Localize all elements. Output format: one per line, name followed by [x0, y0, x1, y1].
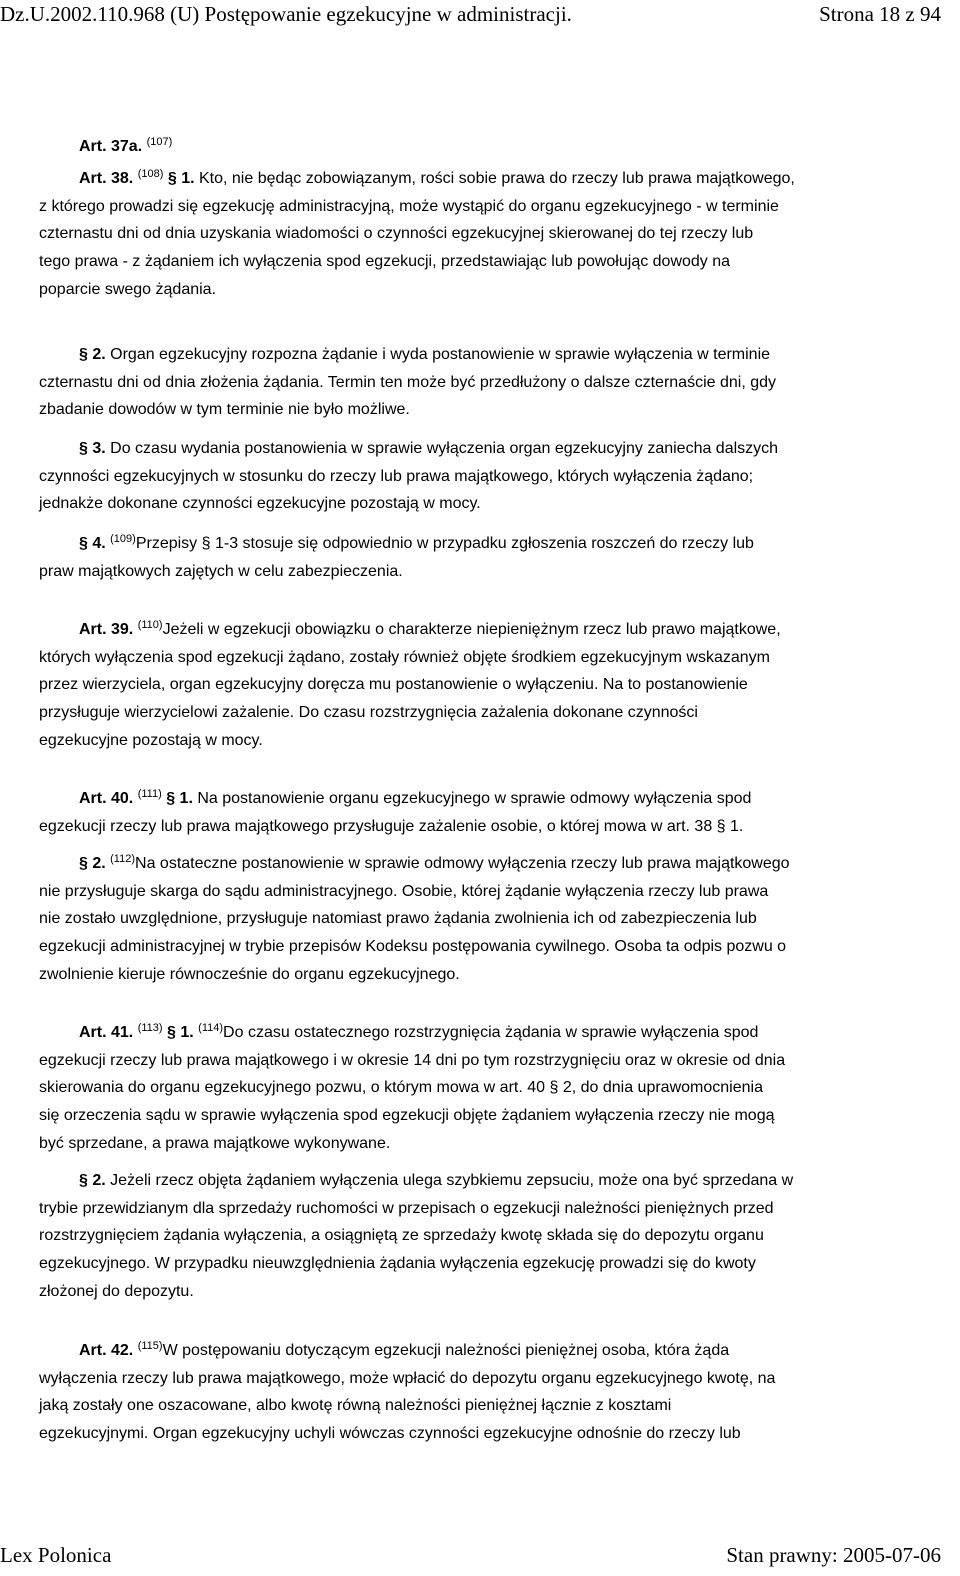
paragraph-number: § 1.	[166, 790, 193, 807]
paragraph-number: § 4.	[79, 535, 106, 552]
text-line: czternastu dni od dnia uzyskania wiadomości o czynności egzekucyjnej skierowanej do tej rzeczy lub	[39, 225, 754, 243]
paragraph-number: § 2.	[79, 346, 106, 363]
legal-status-date: Stan prawny: 2005-07-06	[726, 1543, 941, 1567]
footnote-ref: (109)	[110, 533, 136, 545]
text-line: trybie przewidzianym dla sprzedaży ruchomości w przepisach o egzekucji należności pieniężnych przed	[39, 1199, 774, 1217]
article-38	[39, 165, 955, 304]
paragraph-number: § 2.	[79, 1172, 106, 1189]
text-line: zwolnienie kieruje równocześnie do organu egzekucyjnego.	[39, 965, 460, 983]
paragraph-number: § 2.	[79, 855, 106, 872]
text-line: Kto, nie będąc zobowiązanym, rości sobie prawa do rzeczy lub prawa majątkowego,	[198, 170, 795, 187]
text-line: W postępowaniu dotyczącym egzekucji należności pieniężnej osoba, która żąda	[162, 1342, 730, 1359]
text-line: wyłączenia rzeczy lub prawa majątkowego, może wpłacić do depozytu organu egzekucyjnego kwotę, na	[39, 1369, 776, 1387]
text-line: czynności egzekucyjnych w stosunku do rzeczy lub prawa majątkowego, których wyłączenia żądano;	[39, 467, 754, 485]
article-37a	[39, 133, 955, 161]
text-line: egzekucyjne pozostają w mocy.	[39, 731, 263, 749]
article-label: Art. 39.	[79, 621, 134, 638]
footnote-ref: (115)	[137, 1340, 163, 1352]
text-line: przysługuje wierzycielowi zażalenie. Do czasu rozstrzygnięcia zażalenia dokonane czynności	[39, 704, 698, 722]
text-line: być sprzedane, a prawa majątkowe wykonywane.	[39, 1134, 391, 1152]
text-line: tego prawa - z żądaniem ich wyłączenia spod egzekucji, przedstawiając lub powołując dowody na	[39, 253, 731, 271]
footnote-ref: (108)	[137, 168, 164, 180]
text-line: przez wierzyciela, organ egzekucyjny doręcza mu postanowienie o wyłączeniu. Na to postanowienie	[39, 676, 748, 694]
text-line: egzekucji administracyjnej w trybie przepisów Kodeksu postępowania cywilnego. Osoba ta odpis pozwu o	[39, 938, 787, 956]
text-line: skierowania do organu egzekucyjnego pozwu, o którym mowa w art. 40 § 2, do dnia uprawomocnienia	[39, 1079, 763, 1097]
article-41	[39, 1019, 955, 1158]
text-line: Przepisy § 1-3 stosuje się odpowiednio w przypadku zgłoszenia roszczeń do rzeczy lub	[135, 535, 754, 552]
text-line: Na ostateczne postanowienie w sprawie odmowy wyłączenia rzeczy lub prawa majątkowego	[135, 855, 790, 872]
text-line: Na postanowienie organu egzekucyjnego w sprawie odmowy wyłączenia spod	[197, 790, 752, 807]
article-41-paragraph-2	[39, 1167, 955, 1306]
text-line: rozstrzygnięciem żądania wyłączenia, a osiągniętą ze sprzedaży kwotę składa się do depozytu organu	[39, 1227, 764, 1245]
text-line: Jeżeli rzecz objęta żądaniem wyłączenia ulega szybkiemu zepsuciu, może ona być sprzedana w	[110, 1172, 794, 1189]
page-header	[0, 0, 960, 30]
article-42	[39, 1337, 955, 1448]
text-line: egzekucji rzeczy lub prawa majątkowego i w okresie 14 dni po tym rozstrzygnięciu oraz w okresie od dnia	[39, 1051, 786, 1069]
paragraph-number: § 3.	[79, 440, 106, 457]
text-line: egzekucji rzeczy lub prawa majątkowego przysługuje zażalenie osobie, o której mowa w art. 38 § 1.	[39, 817, 744, 835]
text-line: złożonej do depozytu.	[39, 1282, 194, 1300]
article-38-paragraph-2	[39, 341, 955, 424]
text-line: egzekucyjnymi. Organ egzekucyjny uchyli wówczas czynności egzekucyjne odnośnie do rzeczy lub	[39, 1425, 741, 1443]
text-line: jaką zostały one oszacowane, albo kwotę równą należności pieniężnej łącznie z kosztami	[39, 1397, 672, 1415]
footnote-ref: (114)	[198, 1022, 224, 1034]
page-number: Strona 18 z 94	[819, 2, 941, 26]
text-line: Do czasu wydania postanowienia w sprawie wyłączenia organ egzekucyjny zaniecha dalszych	[110, 440, 779, 457]
document-title: Dz.U.2002.110.968 (U) Postępowanie egzekucyjne w administracji.	[0, 2, 572, 26]
article-39	[39, 616, 955, 755]
article-label: Art. 40.	[79, 790, 134, 807]
footnote-ref: (113)	[137, 1022, 163, 1034]
footnote-ref: (111)	[137, 788, 162, 800]
article-label: Art. 42.	[79, 1342, 134, 1359]
article-label: Art. 37a.	[79, 138, 143, 155]
text-line: Do czasu ostatecznego rozstrzygnięcia żądania w sprawie wyłączenia spod	[223, 1024, 759, 1041]
text-line: jednakże dokonane czynności egzekucyjne pozostają w mocy.	[39, 495, 481, 513]
text-line: zbadanie dowodów w tym terminie nie było możliwe.	[39, 401, 410, 419]
article-label: Art. 38.	[79, 170, 134, 187]
footnote-ref: (110)	[137, 619, 163, 631]
text-line: czternastu dni od dnia złożenia żądania. Termin ten może być przedłużony o dalsze czternaście dni, gdy	[39, 373, 777, 391]
footnote-ref: (107)	[146, 136, 173, 148]
text-line: nie zostało uwzględnione, przysługuje natomiast prawo żądania zwolnienia ich od zabezpieczenia lub	[39, 910, 757, 928]
article-label: Art. 41.	[79, 1024, 134, 1041]
article-40	[39, 785, 955, 840]
text-line: z którego prowadzi się egzekucję administracyjną, może wystąpić do organu egzekucyjnego - w terminie	[39, 197, 779, 215]
article-40-paragraph-2	[39, 850, 955, 989]
text-line: poparcie swego żądania.	[39, 280, 217, 298]
publisher-name: Lex Polonica	[0, 1543, 112, 1567]
article-38-paragraph-3	[39, 435, 955, 518]
text-line: Organ egzekucyjny rozpozna żądanie i wyda postanowienie w sprawie wyłączenia w terminie	[110, 346, 771, 363]
paragraph-number: § 1.	[167, 1024, 194, 1041]
text-line: Jeżeli w egzekucji obowiązku o charakterze niepieniężnym rzecz lub prawo majątkowe,	[162, 621, 781, 638]
text-line: praw majątkowych zajętych w celu zabezpieczenia.	[39, 562, 403, 580]
footnote-ref: (112)	[110, 853, 136, 865]
text-line: nie przysługuje skarga do sądu administracyjnego. Osobie, której żądanie wyłączenia rzeczy lub prawa	[39, 882, 769, 900]
text-line: się orzeczenia sądu w sprawie wyłączenia spod egzekucji objęte żądaniem wyłączenia rzeczy nie mogą	[39, 1107, 775, 1125]
page-footer	[0, 1541, 960, 1571]
text-line: których wyłączenia spod egzekucji żądano, zostały również objęte środkiem egzekucyjnym wskazanym	[39, 648, 770, 666]
paragraph-number: § 1.	[167, 170, 195, 187]
article-38-paragraph-4	[39, 530, 955, 585]
text-line: egzekucyjnego. W przypadku nieuwzględnienia żądania wyłączenia egzekucję prowadzi się do kwoty	[39, 1255, 756, 1273]
